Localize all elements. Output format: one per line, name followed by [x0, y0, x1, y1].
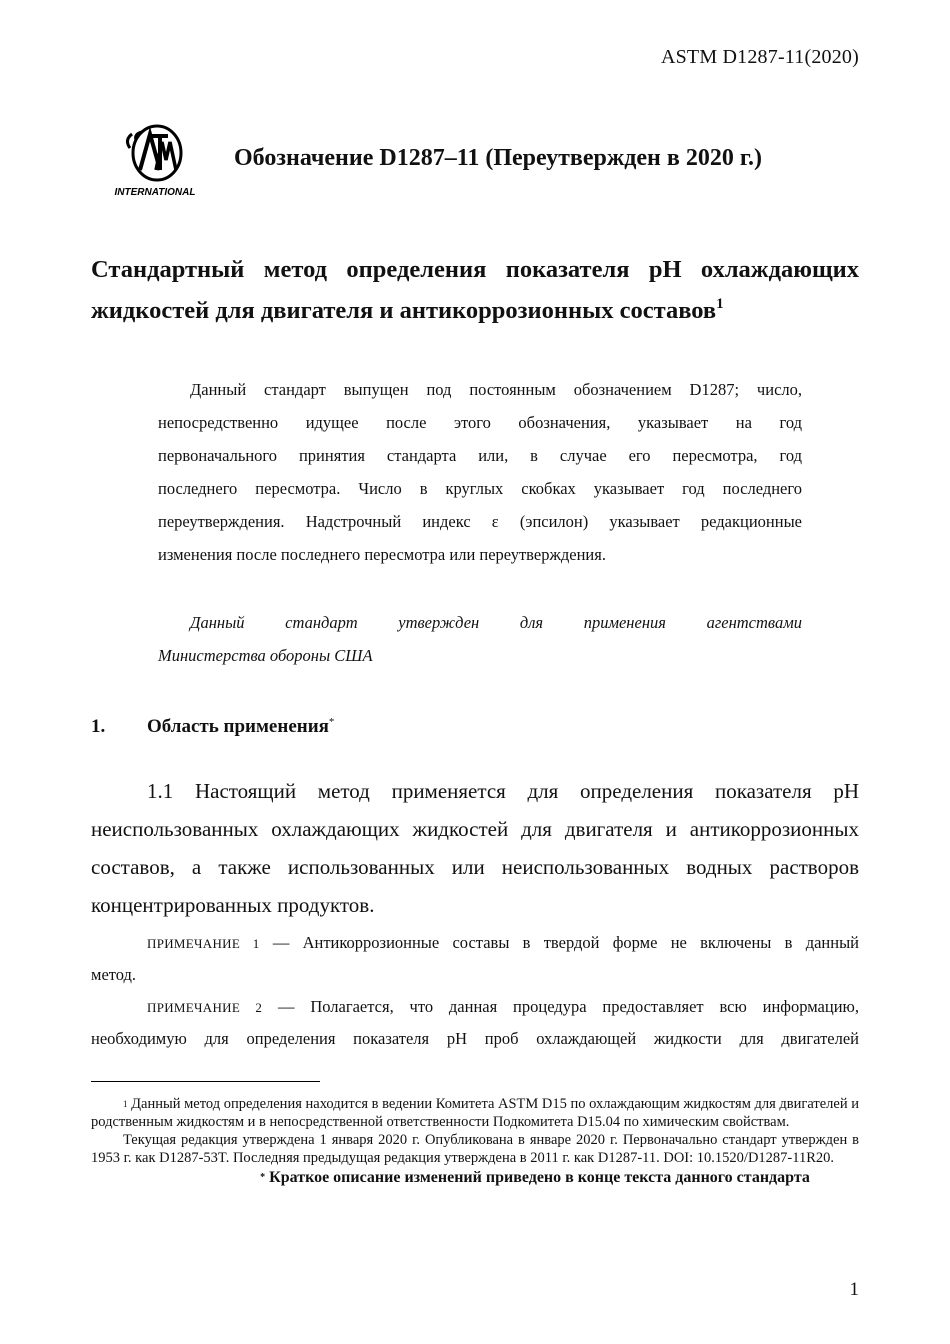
document-code: ASTM D1287-11(2020) — [660, 46, 859, 68]
note-label: ПРИМЕЧАНИЕ 1 — [147, 936, 260, 951]
note-line — [91, 991, 859, 1023]
note-text: — Антикоррозионные составы в твердой форме не включены в данный — [259, 933, 859, 952]
note-line — [91, 927, 859, 959]
footnote-star-mark: * — [260, 1172, 266, 1183]
section-number: 1. — [91, 716, 106, 737]
document-title — [91, 249, 859, 331]
logo-text: INTERNATIONAL — [114, 187, 196, 198]
footnotes — [91, 1095, 859, 1187]
page-number: 1 — [849, 1279, 859, 1300]
paragraph-1-1 — [91, 772, 859, 924]
paragraph-line: неиспользованных охлаждающих жидкостей для двигателя и антикоррозионных — [91, 817, 859, 841]
preamble-line: переутверждения. Надстрочный индекс ε (эпсилон) указывает редакционные — [158, 512, 802, 531]
note-1 — [91, 927, 859, 990]
preamble-line: последнего пересмотра. Число в круглых скобках указывает год последнего — [158, 479, 802, 498]
paragraph-line: концентрированных продуктов. — [91, 893, 375, 917]
approval-line: Министерства обороны США — [158, 646, 373, 665]
title-footnote-mark: 1 — [716, 296, 724, 312]
preamble-line: Данный стандарт выпущен под постоянным обозначением D1287; число, — [190, 380, 802, 399]
astm-logo — [112, 124, 198, 200]
note-2 — [91, 991, 859, 1054]
footnote-mark: 1 — [123, 1099, 128, 1109]
title-line-1: Стандартный метод определения показателя pH охлаждающих — [91, 256, 859, 283]
preamble — [158, 373, 802, 571]
approval-line: Данный стандарт утвержден для применения агентствами — [190, 613, 802, 632]
note-label: ПРИМЕЧАНИЕ 2 — [147, 1000, 263, 1015]
footnote-summary-text: Краткое описание изменений приведено в конце текста данного стандарта — [265, 1169, 810, 1186]
paragraph-line: составов, а также использованных или неиспользованных водных растворов — [91, 855, 859, 879]
preamble-line: непосредственно идущее после этого обозначения, указывает на год — [158, 413, 802, 432]
footnote-summary — [91, 1169, 859, 1187]
footnote-1 — [91, 1095, 859, 1131]
section-mark: * — [328, 716, 335, 728]
title-line-2: жидкостей для двигателя и антикоррозионных составов — [91, 297, 717, 324]
designation-title: Обозначение D1287–11 (Переутвержден в 2020 г.) — [234, 145, 762, 171]
footnote-text: Данный метод определения находится в ведении Комитета ASTM D15 по охлаждающим жидкостям для двигателей и родственным жидкостям и в непосредственной ответственности Подкомитета D15.04 по химическим свойствам. — [91, 1096, 859, 1130]
footnote-separator — [91, 1081, 320, 1082]
note-line: необходимую для определения показателя pH проб охлаждающей жидкости для двигателей — [91, 1029, 859, 1048]
preamble-line: изменения после последнего пересмотра или переутверждения. — [158, 545, 606, 564]
section-title: Область применения — [147, 716, 329, 737]
note-text: — Полагается, что данная процедура предоставляет всю информацию, — [262, 997, 859, 1016]
note-line: метод. — [91, 965, 137, 984]
footnote-edition: Текущая редакция утверждена 1 января 2020 г. Опубликована в январе 2020 г. Первоначально стандарт утвержден в 1953 г. как D1287-53T. Последняя предыдущая редакция утверждена в 2011 г. как D1287-11. DOI: 10.1520/D1287-11R20. — [91, 1132, 859, 1166]
section-heading — [91, 716, 334, 738]
approval-statement — [158, 606, 802, 672]
preamble-line: первоначального принятия стандарта или, в случае его пересмотра, год — [158, 446, 802, 465]
paragraph-line: 1.1 Настоящий метод применяется для определения показателя pH — [147, 779, 859, 803]
